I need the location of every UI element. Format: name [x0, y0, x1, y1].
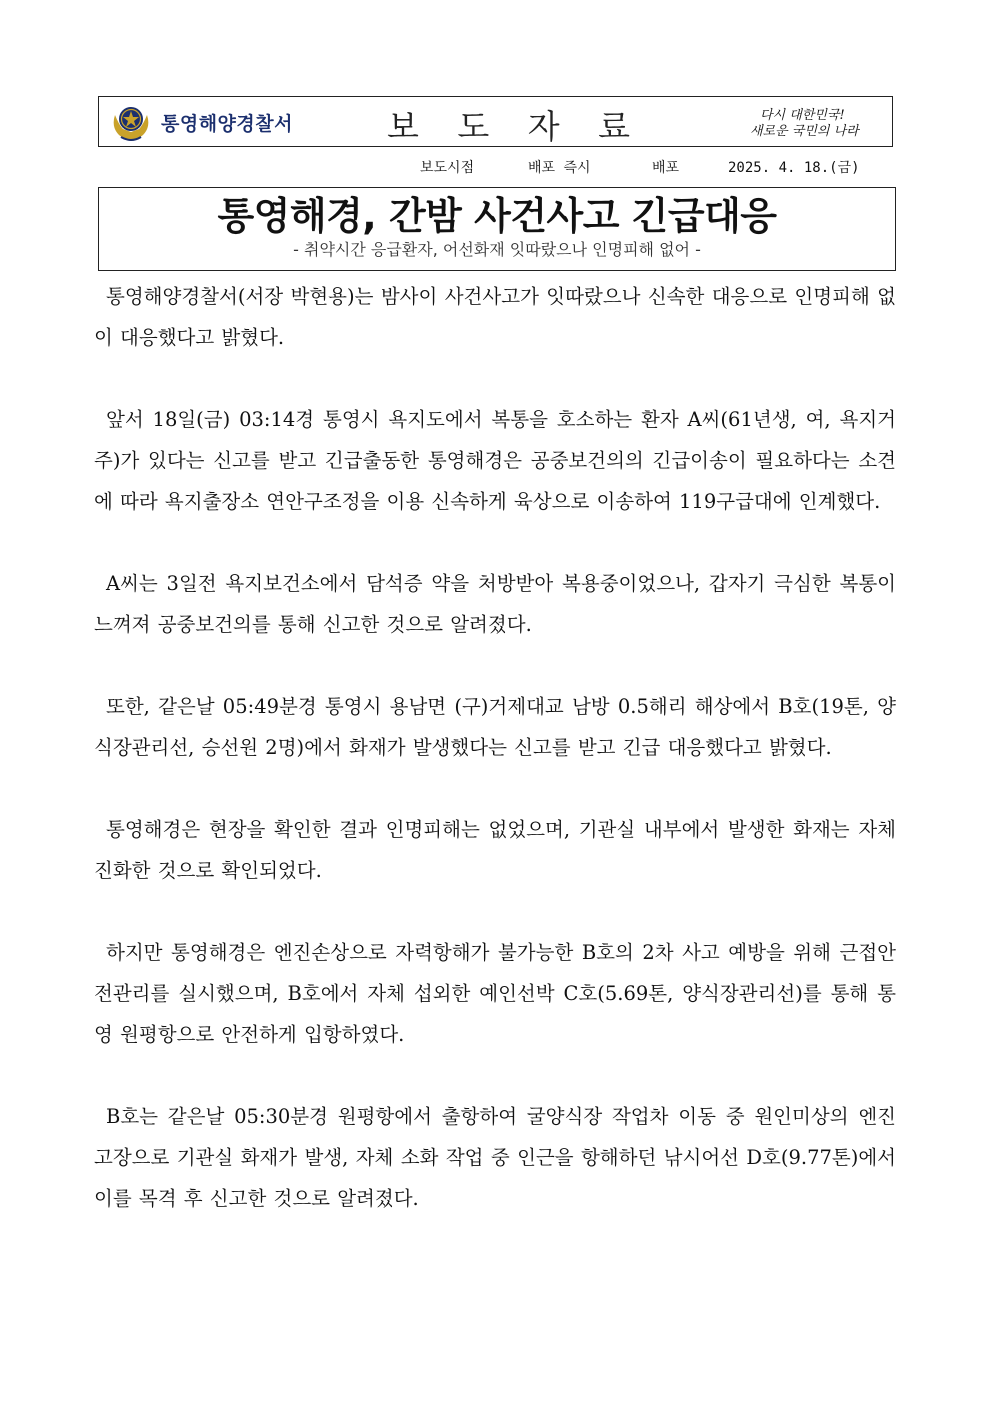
paragraph: 앞서 18일(금) 03:14경 통영시 욕지도에서 복통을 호소하는 환자 A씨(61년생, 여, 욕지거주)가 있다는 신고를 받고 긴급출동한 통영해경은 공중보건의의 긴급이송이 필요하다는 소견에 따라 욕지출장소 연안구조정을 이용 신속하게 육상으로 이송하여 119구급대에 인계했다. — [94, 408, 896, 513]
release-date-label: 배포 — [652, 160, 680, 176]
slogan-line2: 새로운 국민의 나라 — [750, 124, 859, 139]
paragraph: 하지만 통영해경은 엔진손상으로 자력항해가 불가능한 B호의 2차 사고 예방을 위해 근접안전관리를 실시했으며, B호에서 자체 섭외한 예인선박 C호(5.69톤, 양식장관리선)를 통해 통영 원평항으로 안전하게 입항하였다. — [94, 941, 896, 1046]
headline-subtitle: - 취약시간 응급환자, 어선화재 잇따랐으나 인명피해 없어 - — [293, 240, 701, 259]
article-body — [94, 276, 896, 1260]
organization-name: 통영해양경찰서 — [161, 112, 293, 135]
press-release-title: 보 도 자 료 — [387, 107, 644, 146]
press-header — [98, 96, 893, 147]
headline-box — [98, 187, 896, 271]
handwritten-slogan — [746, 103, 876, 141]
headline-title: 통영해경, 간밤 사건사고 긴급대응 — [217, 194, 777, 238]
paragraph: 통영해양경찰서(서장 박현용)는 밤사이 사건사고가 잇따랐으나 신속한 대응으로 인명피해 없이 대응했다고 밝혔다. — [94, 285, 896, 349]
paragraph: B호는 같은날 05:30분경 원평항에서 출항하여 굴양식장 작업차 이동 중 원인미상의 엔진 고장으로 기관실 화재가 발생, 자체 소화 작업 중 인근을 항해하던 낚시어선 D호(9.77톤)에서 이를 목격 후 신고한 것으로 알려졌다. — [94, 1105, 896, 1210]
release-date: 2025. 4. 18.(금) — [728, 160, 860, 176]
release-timing: 배포 즉시 — [528, 160, 591, 176]
paragraph: 또한, 같은날 05:49분경 통영시 용남면 (구)거제대교 남방 0.5해리 해상에서 B호(19톤, 양식장관리선, 승선원 2명)에서 화재가 발생했다는 신고를 받고 긴급 대응했다고 밝혔다. — [94, 695, 896, 759]
release-label: 보도시점 — [420, 160, 475, 176]
slogan-line1: 다시 대한민국! — [760, 108, 845, 123]
paragraph: A씨는 3일전 욕지보건소에서 담석증 약을 처방받아 복용중이었으나, 갑자기 극심한 복통이 느껴져 공중보건의를 통해 신고한 것으로 알려졌다. — [94, 572, 896, 636]
police-emblem-icon — [109, 101, 153, 143]
paragraph: 통영해경은 현장을 확인한 결과 인명피해는 없었으며, 기관실 내부에서 발생한 화재는 자체 진화한 것으로 확인되었다. — [94, 818, 896, 882]
release-info — [420, 157, 870, 177]
organization-logo — [109, 101, 293, 143]
